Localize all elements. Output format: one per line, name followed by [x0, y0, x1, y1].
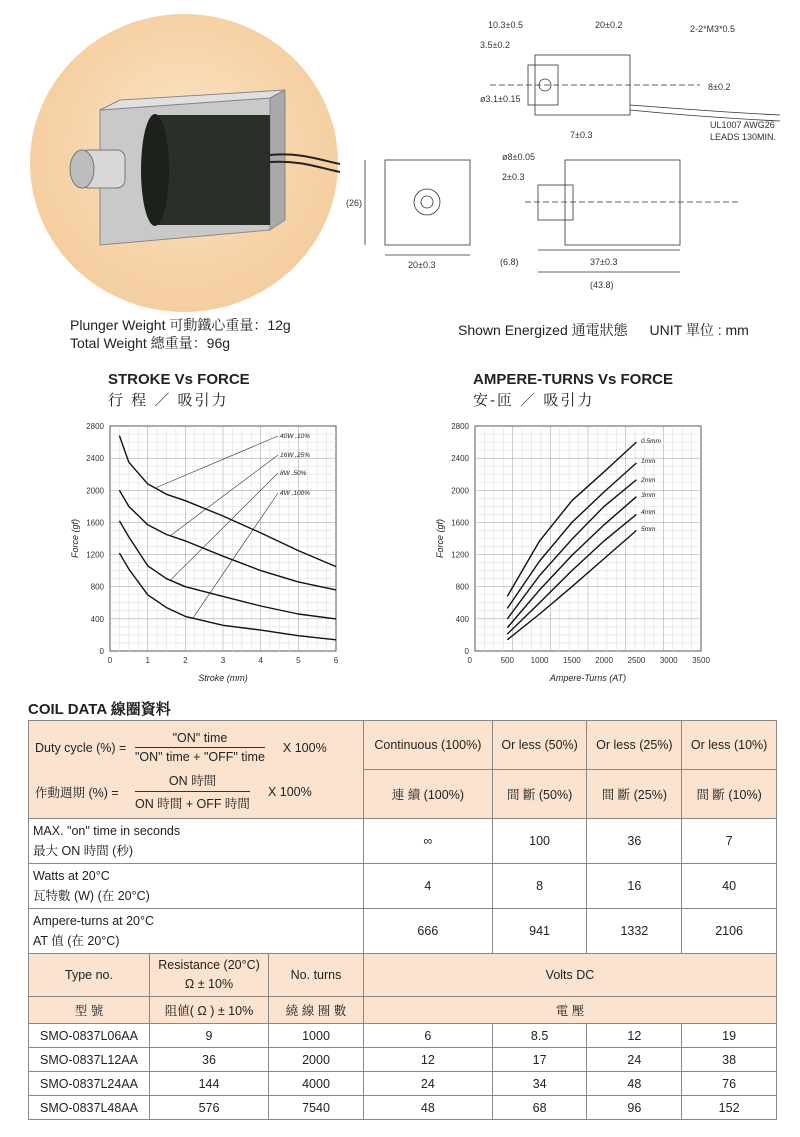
x-tick-label: 0: [467, 656, 472, 665]
table-row: [29, 1072, 777, 1096]
type-no: SMO-0837L48AA: [29, 1096, 150, 1120]
resistance-value: 144: [150, 1072, 269, 1096]
volts-value: 76: [682, 1072, 777, 1096]
dim-label: (26): [346, 198, 363, 208]
x-tick-label: 2500: [627, 656, 646, 665]
volts-value: 12: [364, 1048, 493, 1072]
y-tick-label: 2800: [86, 422, 104, 431]
ampere-force-chart: [425, 418, 725, 690]
dim-label: 7±0.3: [570, 130, 593, 140]
watts-label-en: Watts at 20°C: [33, 869, 110, 883]
volts-value: 24: [364, 1072, 493, 1096]
duty-cycle-en: [35, 726, 357, 770]
series-label: 1mm: [641, 458, 656, 465]
stroke-chart-heading: [108, 371, 250, 410]
cycle-header-zh: 間 斷 (50%): [492, 770, 587, 819]
coil-data-table: [28, 720, 777, 1120]
at-value: 2106: [682, 909, 777, 954]
cycle-header-zh: 連 續 (100%): [364, 770, 493, 819]
volts-header-zh: 電 壓: [364, 997, 777, 1024]
stroke-force-chart: [60, 418, 360, 690]
volts-value: 96: [587, 1096, 682, 1120]
dim-label: 2-2*M3*0.5: [690, 24, 736, 34]
solenoid-frame-side: [270, 90, 285, 230]
dim-label: 2±0.3: [502, 172, 525, 182]
type-header: Type no.: [29, 954, 150, 997]
x-axis-label: Ampere-Turns (AT): [549, 673, 627, 683]
x-tick-label: 2000: [595, 656, 614, 665]
stroke-chart-title: STROKE Vs FORCE: [108, 371, 250, 388]
table-row: [29, 721, 777, 770]
weights-block: [70, 316, 291, 352]
unit-text: UNIT 單位 : mm: [649, 322, 749, 338]
dim-label: (6.8): [500, 257, 519, 267]
resistance-value: 36: [150, 1048, 269, 1072]
x-tick-label: 1: [145, 656, 150, 665]
series-label: 16W ,25%: [280, 452, 310, 459]
ampere-chart-subtitle: 安-匝 ／ 吸引力: [473, 392, 595, 409]
duty-multiplier: X 100%: [282, 740, 327, 755]
cycle-header-zh: 間 斷 (25%): [587, 770, 682, 819]
x-tick-label: 5: [296, 656, 301, 665]
volts-value: 19: [682, 1024, 777, 1048]
watts-value: 4: [364, 864, 493, 909]
dim-label: 8±0.2: [708, 82, 731, 92]
x-tick-label: 1500: [562, 656, 581, 665]
volts-value: 48: [587, 1072, 682, 1096]
y-tick-label: 2400: [86, 454, 104, 464]
duty-fraction: [135, 771, 250, 812]
duty-cycle-cell: [29, 721, 364, 819]
solenoid-coil: [155, 115, 270, 225]
table-row: [29, 864, 777, 909]
max-on-value: ∞: [364, 819, 493, 864]
dim-label: 10.3±0.5: [488, 20, 523, 30]
y-tick-label: 1200: [86, 550, 104, 560]
duty-numerator: "ON" time: [135, 731, 265, 748]
solenoid-photo: [60, 60, 340, 260]
dim-label: 20±0.3: [408, 260, 436, 270]
max-on-label: [29, 819, 364, 864]
side-view-plunger: [538, 185, 573, 220]
stroke-chart-subtitle: 行 程 ／ 吸引力: [108, 392, 229, 409]
volts-header: Volts DC: [364, 954, 777, 997]
y-tick-label: 2400: [451, 454, 469, 464]
dim-label: (43.8): [590, 280, 614, 290]
at-label: [29, 909, 364, 954]
plunger-weight: Plunger Weight 可動鐵心重量：12g: [70, 317, 291, 333]
max-on-label-zh: 最大 ON 時間 (秒): [33, 844, 133, 858]
volts-value: 34: [492, 1072, 587, 1096]
ampere-chart-title: AMPERE-TURNS Vs FORCE: [473, 371, 674, 388]
energized-note: [458, 320, 749, 340]
volts-value: 48: [364, 1096, 493, 1120]
series-label: 4mm: [641, 509, 656, 516]
x-tick-label: 1000: [530, 656, 549, 665]
x-axis-label: Stroke (mm): [198, 673, 248, 683]
type-header-zh: 型 號: [29, 997, 150, 1024]
y-tick-label: 1600: [86, 518, 104, 528]
max-on-label-en: MAX. "on" time in seconds: [33, 824, 181, 838]
watts-label: [29, 864, 364, 909]
turns-value: 1000: [269, 1024, 364, 1048]
table-row: [29, 997, 777, 1024]
x-tick-label: 4: [258, 656, 263, 665]
duty-numerator: ON 時間: [135, 771, 250, 792]
y-tick-label: 800: [90, 582, 104, 592]
turns-header-zh: 繞 線 圈 數: [269, 997, 364, 1024]
table-row: [29, 1024, 777, 1048]
watts-value: 16: [587, 864, 682, 909]
dimension-drawing: [340, 10, 800, 295]
dim-label: 37±0.3: [590, 257, 618, 267]
series-label: 2mm: [641, 477, 656, 484]
x-tick-label: 3500: [692, 656, 710, 665]
volts-value: 68: [492, 1096, 587, 1120]
y-tick-label: 400: [455, 614, 469, 624]
volts-value: 6: [364, 1024, 493, 1048]
at-value: 941: [492, 909, 587, 954]
volts-value: 38: [682, 1048, 777, 1072]
volts-value: 24: [587, 1048, 682, 1072]
y-tick-label: 400: [90, 614, 104, 624]
y-tick-label: 800: [455, 582, 469, 592]
max-on-value: 100: [492, 819, 587, 864]
y-axis-label: Force (gf): [435, 518, 445, 559]
dim-label: UL1007 AWG26: [710, 120, 775, 130]
dim-label: LEADS 130MIN.: [710, 132, 777, 142]
turns-value: 7540: [269, 1096, 364, 1120]
series-label: 4W ,100%: [280, 490, 310, 497]
volts-value: 152: [682, 1096, 777, 1120]
energized-text: Shown Energized 通電狀態: [458, 322, 628, 338]
volts-value: 12: [587, 1024, 682, 1048]
x-tick-label: 0: [107, 656, 113, 665]
dim-label: 3.5±0.2: [480, 40, 510, 50]
volts-value: 17: [492, 1048, 587, 1072]
side-view-body: [565, 160, 680, 245]
x-tick-label: 2: [183, 656, 188, 665]
series-label: 40W ,10%: [280, 433, 310, 440]
volts-value: 8.5: [492, 1024, 587, 1048]
y-tick-label: 2000: [451, 486, 469, 496]
front-view-bore: [414, 189, 440, 215]
duty-denominator: "ON" time + "OFF" time: [135, 750, 265, 764]
resistance-header-zh: 阻値( Ω ) ± 10%: [150, 997, 269, 1024]
x-tick-label: 500: [500, 656, 514, 665]
turns-value: 4000: [269, 1072, 364, 1096]
front-view-body: [385, 160, 470, 245]
front-view-core: [421, 196, 433, 208]
watts-value: 40: [682, 864, 777, 909]
duty-label: 作動週期 (%) =: [35, 785, 119, 800]
resistance-value: 576: [150, 1096, 269, 1120]
at-label-en: Ampere-turns at 20°C: [33, 914, 155, 928]
duty-denominator: ON 時間 + OFF 時間: [135, 797, 250, 811]
x-tick-label: 3: [220, 656, 226, 665]
table-row: [29, 1096, 777, 1120]
watts-label-zh: 瓦特數 (W) (在 20°C): [33, 889, 150, 903]
lead-line: [630, 105, 780, 115]
duty-cycle-zh: [35, 770, 357, 814]
type-no: SMO-0837L06AA: [29, 1024, 150, 1048]
duty-label: Duty cycle (%) =: [35, 740, 127, 755]
resistance-header: [150, 954, 269, 997]
series-label: 8W ,50%: [280, 470, 307, 477]
y-axis-label: Force (gf): [70, 518, 80, 559]
dim-label: ø3.1±0.15: [480, 94, 521, 104]
duty-fraction: [135, 731, 265, 764]
at-value: 1332: [587, 909, 682, 954]
ampere-chart-heading: [473, 371, 673, 410]
table-row: [29, 909, 777, 954]
max-on-value: 7: [682, 819, 777, 864]
cycle-header: Or less (10%): [682, 721, 777, 770]
y-tick-label: 1200: [451, 550, 469, 560]
y-tick-label: 1600: [451, 518, 469, 528]
y-tick-label: 0: [99, 647, 104, 656]
y-tick-label: 2800: [451, 422, 469, 431]
series-label: 5mm: [641, 526, 656, 533]
coil-edge: [141, 114, 169, 226]
cycle-header: Continuous (100%): [364, 721, 493, 770]
at-value: 666: [364, 909, 493, 954]
y-tick-label: 2000: [86, 486, 104, 496]
duty-multiplier: X 100%: [267, 784, 312, 799]
y-tick-label: 0: [464, 647, 469, 656]
table-row: [29, 1048, 777, 1072]
x-tick-label: 6: [333, 656, 339, 665]
at-label-zh: AT 值 (在 20°C): [33, 934, 120, 948]
series-label: 0.5mm: [641, 438, 661, 445]
resistance-tolerance: Ω ± 10%: [184, 977, 234, 991]
max-on-value: 36: [587, 819, 682, 864]
dim-label: 20±0.2: [595, 20, 623, 30]
cycle-header: Or less (50%): [492, 721, 587, 770]
table-row: [29, 954, 777, 997]
coil-data-title: COIL DATA 線圈資料: [28, 701, 171, 718]
total-weight: Total Weight 總重量：96g: [70, 335, 231, 351]
table-row: [29, 819, 777, 864]
cycle-header: Or less (25%): [587, 721, 682, 770]
type-no: SMO-0837L12AA: [29, 1048, 150, 1072]
type-no: SMO-0837L24AA: [29, 1072, 150, 1096]
turns-header: No. turns: [269, 954, 364, 997]
resistance-value: 9: [150, 1024, 269, 1048]
turns-value: 2000: [269, 1048, 364, 1072]
series-label: 3mm: [641, 492, 656, 499]
cycle-header-zh: 間 斷 (10%): [682, 770, 777, 819]
plunger-tip: [70, 150, 94, 188]
resistance-header-en: Resistance (20°C): [158, 958, 260, 972]
x-tick-label: 3000: [659, 656, 678, 665]
dim-label: ø8±0.05: [502, 152, 535, 162]
watts-value: 8: [492, 864, 587, 909]
